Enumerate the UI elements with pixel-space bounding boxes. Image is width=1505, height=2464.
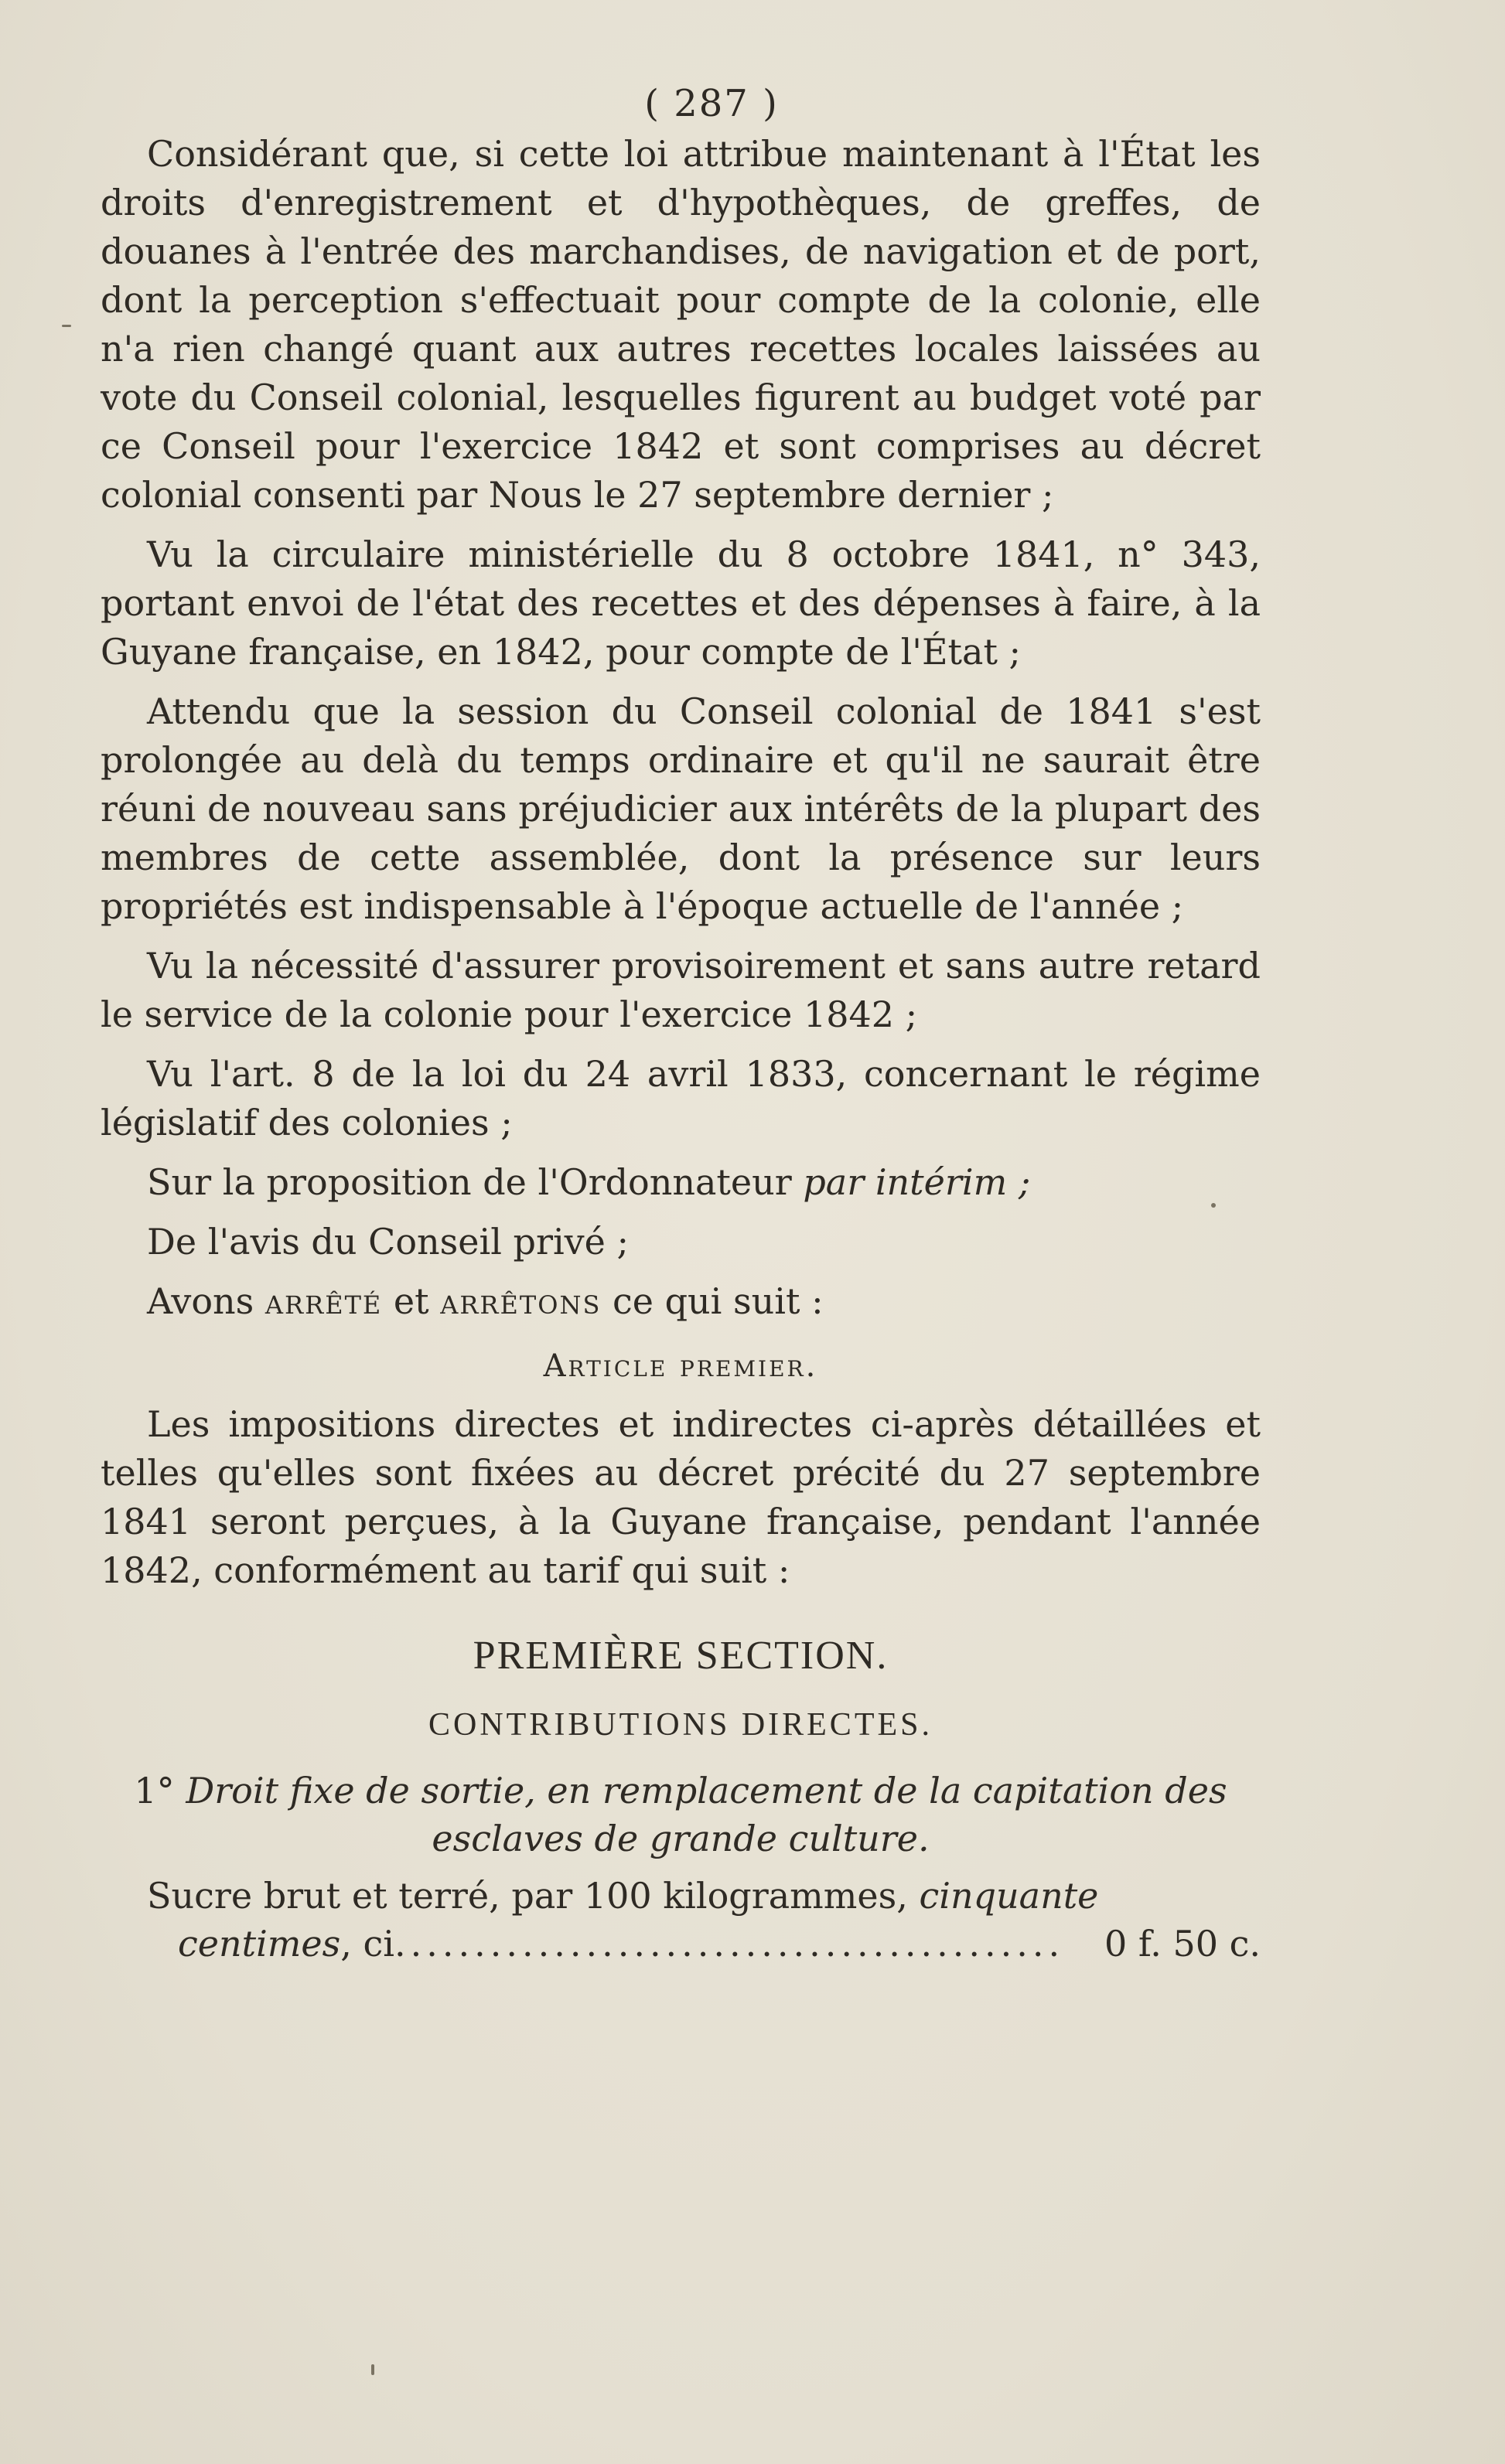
paragraph-attendu: Attendu que la session du Conseil colonial de 1841 s'est prolongée au delà du temps ordinaire et qu'il ne saurait être réuni de nouveau sans préjudicier aux intérêts de la plupart des membres de cette assemblée, dont la présence sur leurs propriétés est indispensable à l'époque actuelle de l'année ; bbox=[101, 690, 1261, 927]
arretons-word: arrêtons bbox=[440, 1280, 602, 1322]
leader-dots: .......................................... bbox=[394, 1923, 1065, 1965]
item-1-amount: 0 f. 50 c. bbox=[1104, 1923, 1261, 1965]
paragraph-proposition bbox=[101, 1158, 1261, 1207]
item-1-line2 bbox=[101, 1920, 1261, 1968]
item-1-line2-italic: centimes bbox=[178, 1923, 341, 1965]
paper-speck bbox=[62, 325, 71, 327]
paper-speck bbox=[1211, 1203, 1216, 1208]
page-text bbox=[101, 82, 1261, 1968]
page-number: ( 287 ) bbox=[644, 82, 779, 125]
paragraph-circulaire: Vu la circulaire ministérielle du 8 octobre 1841, n° 343, portant envoi de l'état des recettes et des dépenses à faire, à la Guyane française, en 1842, pour compte de l'État ; bbox=[101, 533, 1261, 673]
arretons-prefix: Avons bbox=[147, 1280, 265, 1322]
arrete-word: arrêté bbox=[264, 1280, 383, 1322]
paragraph-article-text: Les impositions directes et indirectes ci-après détaillées et telles qu'elles sont fixées au décret précité du 27 septembre 1841 seront perçues, à la Guyane française, pendant l'année 1842, conformément au tarif qui suit : bbox=[101, 1403, 1261, 1591]
proposition-italic: par intérim ; bbox=[803, 1161, 1031, 1203]
arretons-mid: et bbox=[382, 1280, 441, 1322]
article-heading: Article premier. bbox=[543, 1348, 818, 1384]
paragraph-considerant: Considérant que, si cette loi attribue maintenant à l'État les droits d'enregistrement et d'hypothèques, de greffes, de douanes à l'entrée des marchandises, de navigation et de port, dont la perception s'effectuait pour compte de la colonie, elle n'a rien changé quant aux autres recettes locales laissées au vote du Conseil colonial, lesquelles figurent au budget voté par ce Conseil pour l'exercice 1842 et sont comprises au décret colonial consenti par Nous le 27 septembre dernier ; bbox=[101, 133, 1261, 516]
arretons-suffix: ce qui suit : bbox=[601, 1280, 824, 1322]
section-subtitle: CONTRIBUTIONS DIRECTES. bbox=[428, 1707, 933, 1743]
item-1-line2-left bbox=[178, 1920, 1064, 1968]
item-1-heading bbox=[101, 1767, 1261, 1862]
item-1-heading-line1: Droit fixe de sortie, en remplacement de la capitation des bbox=[186, 1770, 1227, 1811]
paragraph-arretons bbox=[101, 1277, 1261, 1326]
proposition-text: Sur la proposition de l'Ordonnateur bbox=[147, 1161, 804, 1203]
item-1-line1-italic: cinquante bbox=[919, 1875, 1099, 1917]
paragraph-avis: De l'avis du Conseil privé ; bbox=[147, 1221, 629, 1263]
item-1-line1 bbox=[101, 1872, 1261, 1920]
item-1-line1-text: Sucre brut et terré, par 100 kilogrammes, bbox=[147, 1875, 920, 1917]
item-1-heading-line2: esclaves de grande culture. bbox=[432, 1818, 930, 1859]
paper-speck bbox=[371, 2364, 374, 2375]
section-title: PREMIÈRE SECTION. bbox=[473, 1634, 889, 1678]
item-1-line2-rest: , ci bbox=[340, 1923, 394, 1965]
paragraph-necessite: Vu la nécessité d'assurer provisoirement et sans autre retard le service de la colonie pour l'exercice 1842 ; bbox=[101, 945, 1261, 1035]
paragraph-loi-1833: Vu l'art. 8 de la loi du 24 avril 1833, concernant le régime législatif des colonies ; bbox=[101, 1053, 1261, 1143]
item-1-number: 1° bbox=[134, 1770, 175, 1811]
